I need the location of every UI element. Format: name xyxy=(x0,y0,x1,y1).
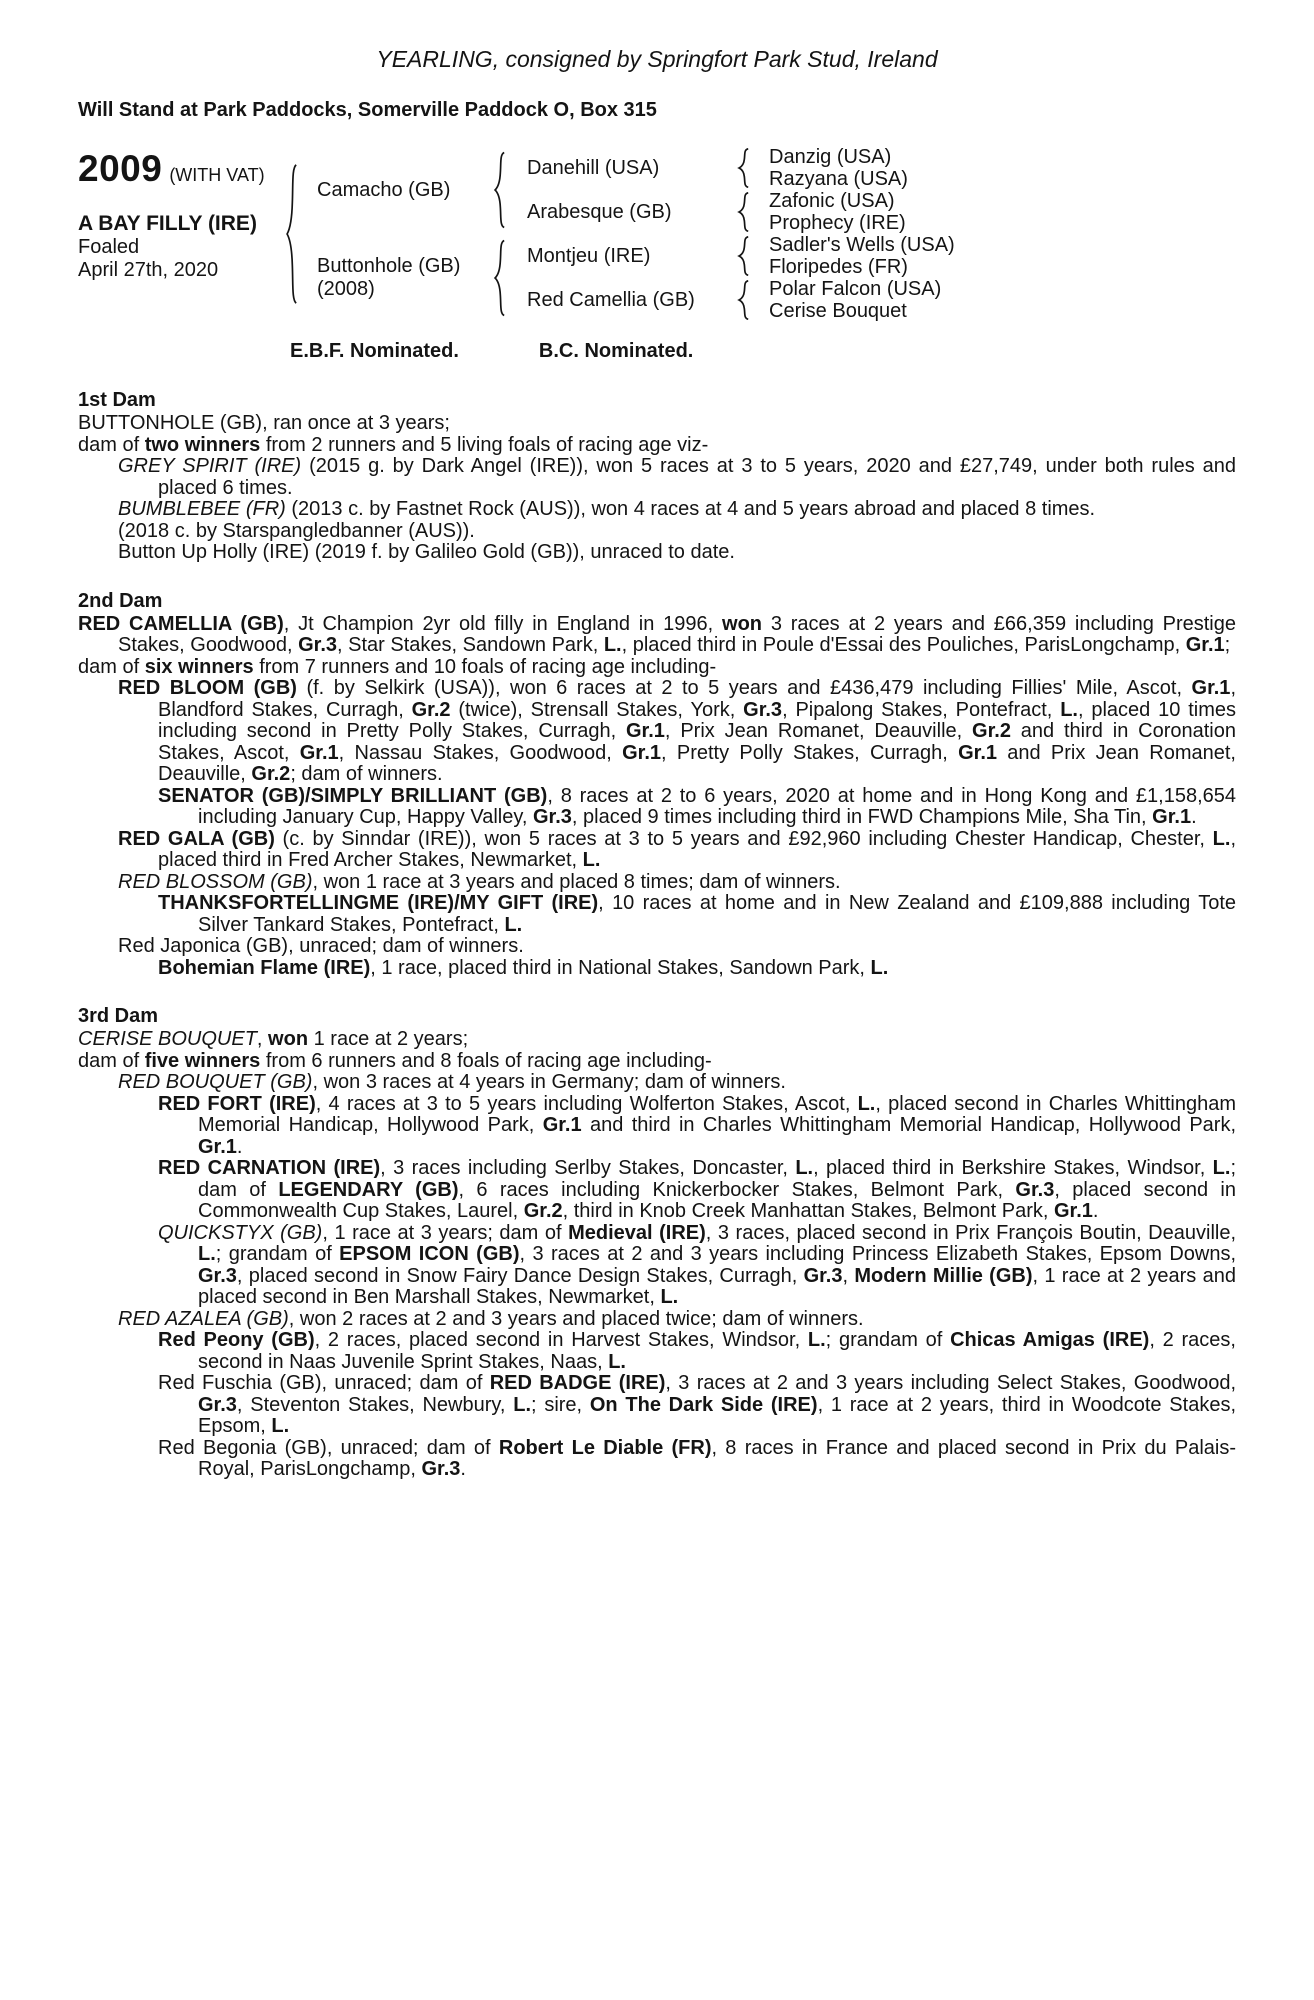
great-grandparent-name: Danzig (USA) xyxy=(769,145,892,168)
paragraph-dam-of-five-winners: dam of five winners from 6 runners and 8 foals of racing age including- xyxy=(78,1049,712,1072)
paragraph-red-fort: RED FORT (IRE), 4 races at 3 to 5 years including Wolferton Stakes, Ascot, L., placed second in Charles Whittingham Memorial Handicap, Hollywood Park, Gr.1 and third in Charles Whittingham Memorial Handicap, Hollywood Park, Gr.1. xyxy=(158,1092,1237,1158)
grandsire-name: Montjeu (IRE) xyxy=(527,244,651,267)
paragraph-2018-colt: (2018 c. by Starspangledbanner (AUS)). xyxy=(118,519,475,542)
paragraph-senator: SENATOR (GB)/SIMPLY BRILLIANT (GB), 8 races at 2 to 6 years, 2020 at home and in Hong Kong and £1,158,654 including January Cup, Happy Valley, Gr.3, placed 9 times including third in FWD Champions Mile, Sha Tin, Gr.1. xyxy=(158,784,1236,828)
dam-name-block xyxy=(309,255,491,301)
pedigree-block xyxy=(78,146,1236,322)
horse-name: A BAY FILLY (IRE) xyxy=(78,212,257,235)
pedigree-tree xyxy=(283,146,1236,322)
paragraph-thanksfortellingme: THANKSFORTELLINGME (IRE)/MY GIFT (IRE), 10 races at home and in New Zealand and £109,888 including Tote Silver Tankard Stakes, Pontefract, L. xyxy=(158,892,1237,936)
grandsire-name: Danehill (USA) xyxy=(527,156,660,179)
lot-block xyxy=(78,146,283,322)
dam-name: Buttonhole (GB) xyxy=(317,255,461,277)
paragraph-buttonhole: BUTTONHOLE (GB), ran once at 3 years; xyxy=(78,412,450,434)
paragraph-dam-of-two-winners: dam of two winners from 2 runners and 5 living foals of racing age viz- xyxy=(78,433,709,456)
great-grandparent-name: Sadler's Wells (USA) xyxy=(769,233,955,256)
stand-note: Will Stand at Park Paddocks, Somerville Paddock O, Box 315 xyxy=(78,99,657,121)
ebf-nomination: E.B.F. Nominated. xyxy=(290,340,459,362)
paragraph-red-azalea: RED AZALEA (GB), won 2 races at 2 and 3 years and placed twice; dam of winners. xyxy=(118,1307,864,1330)
paragraph-red-begonia: Red Begonia (GB), unraced; dam of Robert Le Diable (FR), 8 races in France and placed second in Prix du Palais-Royal, ParisLongchamp, Gr.3. xyxy=(158,1436,1237,1480)
paragraph-bumblebee: BUMBLEBEE (FR) (2013 c. by Fastnet Rock (AUS)), won 4 races at 4 and 5 years abroad and placed 8 times. xyxy=(118,498,1096,520)
lot-line xyxy=(78,148,283,190)
vat-note: (WITH VAT) xyxy=(169,165,265,185)
paragraph-red-japonica: Red Japonica (GB), unraced; dam of winners. xyxy=(118,935,524,957)
lot-number: 2009 xyxy=(78,148,163,189)
dam-year: (2008) xyxy=(317,278,375,300)
paragraph-red-fuschia: Red Fuschia (GB), unraced; dam of RED BADGE (IRE), 3 races at 2 and 3 years including Select Stakes, Goodwood, Gr.3, Steventon Stakes, Newbury, L.; sire, On The Dark Side (IRE), 1 race at 2 years, third in Woodcote Stakes, Epsom, L. xyxy=(158,1372,1237,1437)
section-heading-2nd-dam: 2nd Dam xyxy=(78,589,163,612)
paragraph-red-bouquet: RED BOUQUET (GB), won 3 races at 4 years in Germany; dam of winners. xyxy=(118,1071,786,1093)
great-grandparent-name: Prophecy (IRE) xyxy=(769,211,906,234)
sire-name: Camacho (GB) xyxy=(317,178,451,201)
section-heading-1st-dam: 1st Dam xyxy=(78,389,156,411)
paragraph-red-camellia: RED CAMELLIA (GB), Jt Champion 2yr old filly in England in 1996, won 3 races at 2 years and £66,359 including Prestige Stakes, Goodwood, Gr.3, Star Stakes, Sandown Park, L., placed third in Poule d'Essai des Pouliches, ParisLongchamp, Gr.1; xyxy=(78,612,1237,656)
brace-icon xyxy=(735,278,761,322)
foaled-label: Foaled xyxy=(78,236,140,258)
brace-icon xyxy=(735,234,761,278)
great-grandparent-name: Floripedes (FR) xyxy=(769,255,908,278)
great-grandparent-name: Razyana (USA) xyxy=(769,167,908,190)
page-title: YEARLING, consigned by Springfort Park Stud, Ireland xyxy=(376,46,938,72)
paragraph-button-up-holly: Button Up Holly (IRE) (2019 f. by Galileo Gold (GB)), unraced to date. xyxy=(118,541,735,563)
brace-icon xyxy=(491,234,519,322)
paragraph-bohemian-flame: Bohemian Flame (IRE), 1 race, placed third in National Stakes, Sandown Park, L. xyxy=(158,956,889,979)
paragraph-red-carnation: RED CARNATION (IRE), 3 races including Serlby Stakes, Doncaster, L., placed third in Berkshire Stakes, Windsor, L.; dam of LEGENDARY (GB), 6 races including Knickerbocker Stakes, Belmont Park, Gr.3, placed second in Commonwealth Cup Stakes, Laurel, Gr.2, third in Knob Creek Manhattan Stakes, Belmont Park, Gr.1. xyxy=(158,1157,1237,1222)
paragraph-quickstyx: QUICKSTYX (GB), 1 race at 3 years; dam of Medieval (IRE), 3 races, placed second in Prix François Boutin, Deauville, L.; grandam of EPSOM ICON (GB), 3 races at 2 and 3 years including Princess Elizabeth Stakes, Epsom Downs, Gr.3, placed second in Snow Fairy Dance Design Stakes, Curragh, Gr.3, Modern Millie (GB), 1 race at 2 years and placed second in Ben Marshall Stakes, Newmarket, L. xyxy=(158,1221,1237,1308)
paragraph-red-gala: RED GALA (GB) (c. by Sinndar (IRE)), won 5 races at 3 to 5 years and £92,960 including Chester Handicap, Chester, L., placed third in Fred Archer Stakes, Newmarket, L. xyxy=(118,827,1236,871)
brace-icon xyxy=(735,146,761,190)
brace-icon xyxy=(283,146,309,322)
brace-icon xyxy=(735,190,761,234)
section-heading-3rd-dam: 3rd Dam xyxy=(78,1005,159,1027)
granddam-name: Arabesque (GB) xyxy=(527,200,672,223)
brace-icon xyxy=(491,146,519,234)
paragraph-cerise-bouquet: CERISE BOUQUET, won 1 race at 2 years; xyxy=(78,1028,469,1050)
nominations-row xyxy=(78,340,1236,363)
bc-nomination: B.C. Nominated. xyxy=(538,340,694,362)
paragraph-red-peony: Red Peony (GB), 2 races, placed second in Harvest Stakes, Windsor, L.; grandam of Chicas Amigas (IRE), 2 races, second in Naas Juvenile Sprint Stakes, Naas, L. xyxy=(158,1329,1236,1373)
foaled-date: April 27th, 2020 xyxy=(78,259,219,281)
great-grandparent-name: Polar Falcon (USA) xyxy=(769,277,942,300)
paragraph-red-blossom: RED BLOSSOM (GB), won 1 race at 3 years and placed 8 times; dam of winners. xyxy=(118,870,841,893)
great-grandparent-name: Zafonic (USA) xyxy=(769,189,895,212)
paragraph-grey-spirit: GREY SPIRIT (IRE) (2015 g. by Dark Angel (IRE)), won 5 races at 3 to 5 years, 2020 and £27,749, under both rules and placed 6 times. xyxy=(118,455,1237,499)
granddam-name: Red Camellia (GB) xyxy=(527,288,695,311)
paragraph-red-bloom: RED BLOOM (GB) (f. by Selkirk (USA)), won 6 races at 2 to 5 years and £436,479 including Fillies' Mile, Ascot, Gr.1, Blandford Stakes, Curragh, Gr.2 (twice), Strensall Stakes, York, Gr.3, Pipalong Stakes, Pontefract, L., placed 10 times including second in Pretty Polly Stakes, Curragh, Gr.1, Prix Jean Romanet, Deauville, Gr.2 and third in Coronation Stakes, Ascot, Gr.1, Nassau Stakes, Goodwood, Gr.1, Pretty Polly Stakes, Curragh, Gr.1 and Prix Jean Romanet, Deauville, Gr.2; dam of winners. xyxy=(118,677,1236,785)
paragraph-dam-of-six-winners: dam of six winners from 7 runners and 10 foals of racing age including- xyxy=(78,655,717,678)
great-grandparent-name: Cerise Bouquet xyxy=(769,299,907,322)
